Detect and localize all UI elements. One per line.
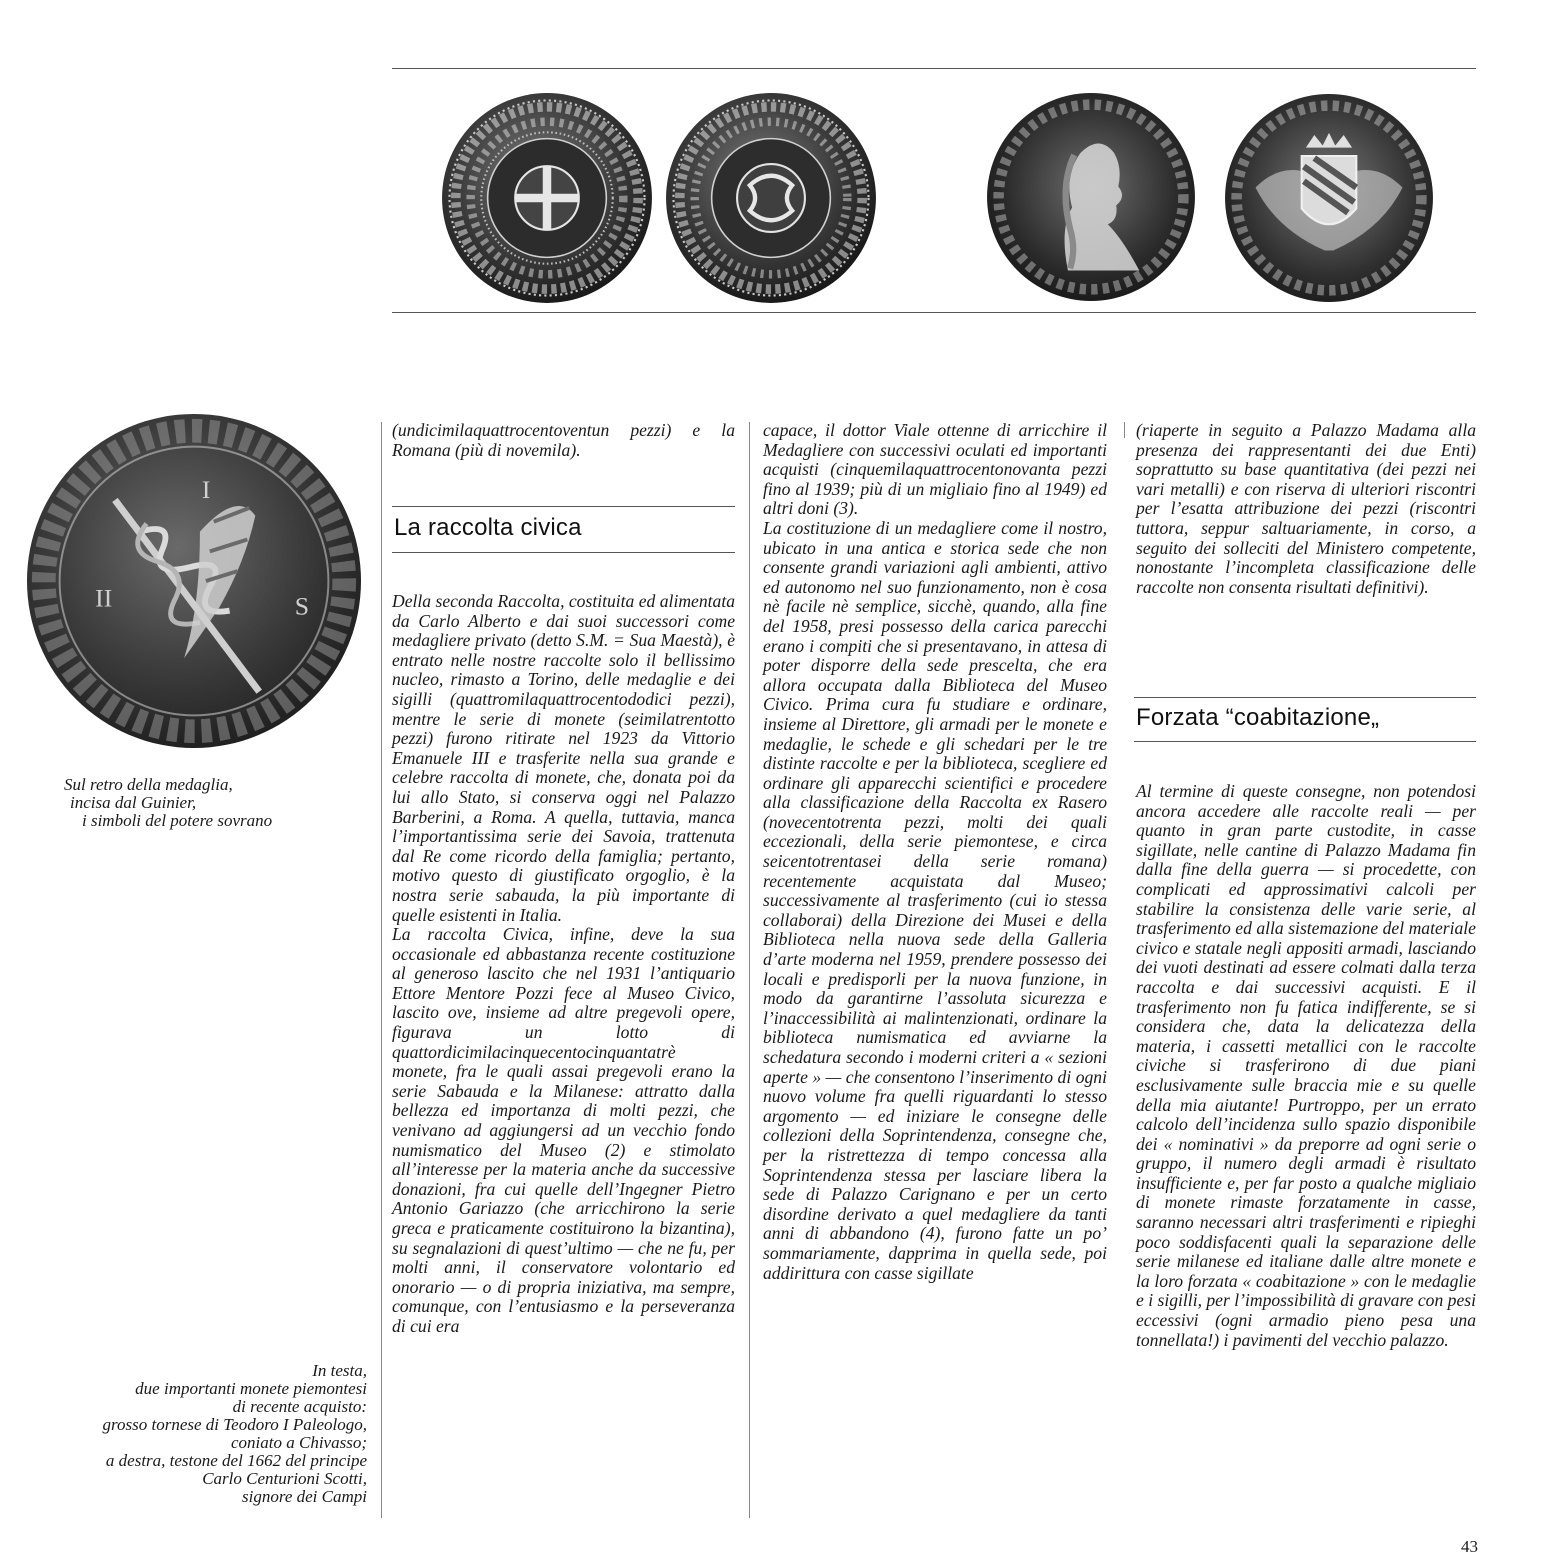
paragraph: capace, il dottor Viale ottenne di arricchire il Medagliere con successivi oculati ed importanti acquisti (cinquemilaquattrocentonovanta pezzi fino al 1939; più di un migliaio fino al 1949) ed altri doni (3). [763, 420, 1107, 519]
heading-rule [1134, 697, 1476, 698]
medal-caption [60, 776, 320, 830]
svg-text:II: II [95, 583, 113, 613]
coins-caption-line: Carlo Centurioni Scotti, [202, 1469, 367, 1488]
column-3-body [1136, 782, 1476, 1350]
coins-caption-line: signore dei Campi [242, 1487, 367, 1506]
heading-rule [1134, 741, 1476, 742]
column-3-body-top [1136, 421, 1476, 597]
coin-grosso-tornese-recto [440, 92, 654, 304]
header-rule-top [392, 68, 1476, 69]
column-divider [1124, 422, 1125, 438]
coins-caption-line: coniato a Chivasso; [231, 1433, 367, 1452]
medal-reverse-image [25, 413, 363, 749]
column-divider [381, 422, 382, 1518]
heading-rule [392, 506, 735, 507]
coins-caption-line: due importanti monete piemontesi [135, 1379, 367, 1398]
column-1-body [392, 592, 735, 1337]
column-divider [749, 422, 750, 1518]
medal-caption-line: Sul retro della medaglia, [64, 775, 233, 794]
coin-testone-recto-portrait [986, 92, 1196, 302]
page-number: 43 [1461, 1537, 1478, 1556]
column-2-body [763, 421, 1107, 1283]
coins-caption-line: a destra, testone del 1662 del principe [105, 1451, 367, 1470]
medal-caption-line: incisa dal Guinier, [70, 793, 197, 812]
section-heading-raccolta-civica: La raccolta civica [394, 514, 582, 541]
coin-grosso-tornese-verso [665, 92, 877, 304]
heading-rule [392, 552, 735, 553]
paragraph: La raccolta Civica, infine, deve la sua occasionale ed abbastanza recente costituzione al generoso lascito che nel 1931 l’antiquario Ettore Mentore Pozzi fece al Museo Civico, lascito ove, insieme ad altre pregevoli opere, figurava un lotto di quattordicimilacinquecentocinquantatrè monete, fra le quali assai pregevoli erano la serie Sabauda e la Milanese: attratto dalla bellezza ed importanza di molti pezzi, che venivano ad aggiungersi ad un vecchio fondo numismatico del Museo (2) e stimolato all’interesse per la materia anche da successive donazioni, fra cui quelle dell’Ingegner Pietro Antonio Gariazzo (che arricchirono la serie greca e praticamente costituirono la bizantina), su segnalazioni di quest’ultimo — che ne fu, per molti anni, il conservatore volontario ed onorario — o di propria iniziativa, ma sempre, comunque, con l’entusiasmo e la perseveranza di cui era [392, 924, 735, 1336]
paragraph: Al termine di queste consegne, non potendosi ancora accedere alle raccolte reali — per quanto in gran parte custodite, in casse sigillate, nelle cantine di Palazzo Madama fin dalla fine della guerra — si procedette, con complicati ed approssimativi calcoli per stabilire la consistenza delle varie serie, al trasferimento ed alla sistemazione del materiale civico e statale negli appositi armadi, lasciando dei vuoti destinati ad essere colmati dalla terza raccolta e dai successivi acquisti. E il trasferimento non fu fatica indifferente, se si considera che, data la delicatezza della materia, i cassetti metallici con le raccolte civiche si trasferirono di due piani esclusivamente sulle braccia mie e su quelle della mia aiutante! Purtroppo, per un errato calcolo dell’incidenza sullo spazio disponibile dei « nominativi » da preporre ad ogni serie o gruppo, il numero degli armadi è risultato insufficiente e, per far posto a qualche migliaio di monete rimaste forzatamente in casse, saranno necessari altri trasferimenti e ripieghi poco soddisfacenti quali la separazione delle serie milanese ed italiane dalle altre monete e la loro forzata « coabitazione » con le medaglie e i sigilli, per l’impossibilità di gravare con pesi eccessivi (ogni armadio pieno pesa una tonnellata!) i pavimenti del vecchio palazzo. [1136, 781, 1476, 1350]
paragraph: (undicimilaquattrocentoventun pezzi) e la Romana (più di novemila). [392, 420, 735, 460]
medal-caption-line: i simboli del potere sovrano [82, 811, 273, 830]
paragraph: La costituzione di un medagliere come il nostro, ubicato in una antica e storica sede che non consente grandi variazioni agli ambienti, attivo ed autonomo nel suo funzionamento, non è cosa nè facile nè semplice, sicchè, quando, alla fine del 1958, presi possesso della carica parecchi erano i compiti che si presentavano, in attesa di poter disporre della sede prescelta, che era allora occupata dalla Biblioteca del Museo Civico. Prima cura fu studiare e ordinare, insieme al Direttore, gli armadi per le monete e medaglie, le schede e gli schedari per le tre distinte raccolte e per la biblioteca, scegliere ed ordinare gli apparecchi scientifici e procedere alla classificazione della Raccolta ex Rasero (novecentotrenta pezzi, molti dei quali eccezionali, della serie piemontese, e circa seicentotrentasei della serie romana) recentemente acquistata dal Museo; successivamente al trasferimento (cui io stessa collaborai) della Direzione dei Musei e della Biblioteca nella nuova sede della Galleria d’arte moderna nel 1959, prendere possesso dei locali e predisporli per la nuova funzione, in modo da garantirne l’assoluta sicurezza e l’inaccessibilità ai malintenzionati, ordinare la biblioteca numismatica ed avviarne la schedatura secondo i moderni criteri a « sezioni aperte » — che consentono l’inserimento di ogni nuovo volume fra quelli riguardanti lo stesso argomento — ed iniziare le consegne delle collezioni della Soprintendenza, consegne che, per la ristrettezza di tempo concessa alla Soprintendenza stessa per lasciare libera la sede di Palazzo Carignano e per un certo disordine derivato a quel medagliere da tanti anni di abbandono (4), furono fatte un po’ sommariamente, dapprima in quella sede, poi addirittura con casse sigillate [763, 517, 1107, 1283]
coins-caption-line: In testa, [312, 1361, 367, 1380]
svg-text:I: I [201, 474, 211, 504]
paragraph: (riaperte in seguito a Palazzo Madama alla presenza dei rappresentanti dei due Enti) soprattutto su base quantitativa (dei pezzi nei vari metalli) e con riserva di ulteriori riscontri per l’esatta attribuzione dei pezzi (riscontri tuttora, seppur saltuariamente, in corso, a seguito dei solleciti del Ministero competente, nonostante l’incompleta classificazione delle raccolte non consenta risultati definitivi). [1136, 420, 1476, 597]
section-heading-forzata-coabitazione: Forzata “coabitazione„ [1136, 704, 1380, 731]
column-1-intro [392, 421, 735, 460]
coins-caption-line: grosso tornese di Teodoro I Paleologo, [102, 1415, 367, 1434]
coins-caption-line: di recente acquisto: [232, 1397, 367, 1416]
header-rule-bottom [392, 312, 1476, 313]
coin-testone-verso-eagle [1224, 92, 1434, 304]
paragraph: Della seconda Raccolta, costituita ed alimentata da Carlo Alberto e dai suoi successori come medagliere privato (detto S.M. = Sua Maestà), è entrato nelle nostre raccolte solo il bellissimo nucleo, rimasto a Torino, delle medaglie e dei sigilli (quattromilaquattrocentododici pezzi), mentre le serie di monete (seimilatrentotto pezzi) furono ritirate nel 1923 da Vittorio Emanuele III e trasferite nella sua grande e celebre raccolta di monete, che, donata poi da lui allo Stato, si conserva oggi nel Palazzo Barberini, a Roma. A quella, tuttavia, manca l’importantissima serie dei Savoia, trattenuta dal Re come ricordo della famiglia; pertanto, motivo questo di giustificato orgoglio, è la nostra serie sabauda, la più importante di quelle esistenti in Italia. [392, 591, 736, 925]
svg-text:S: S [294, 591, 310, 621]
coins-caption [20, 1362, 367, 1506]
